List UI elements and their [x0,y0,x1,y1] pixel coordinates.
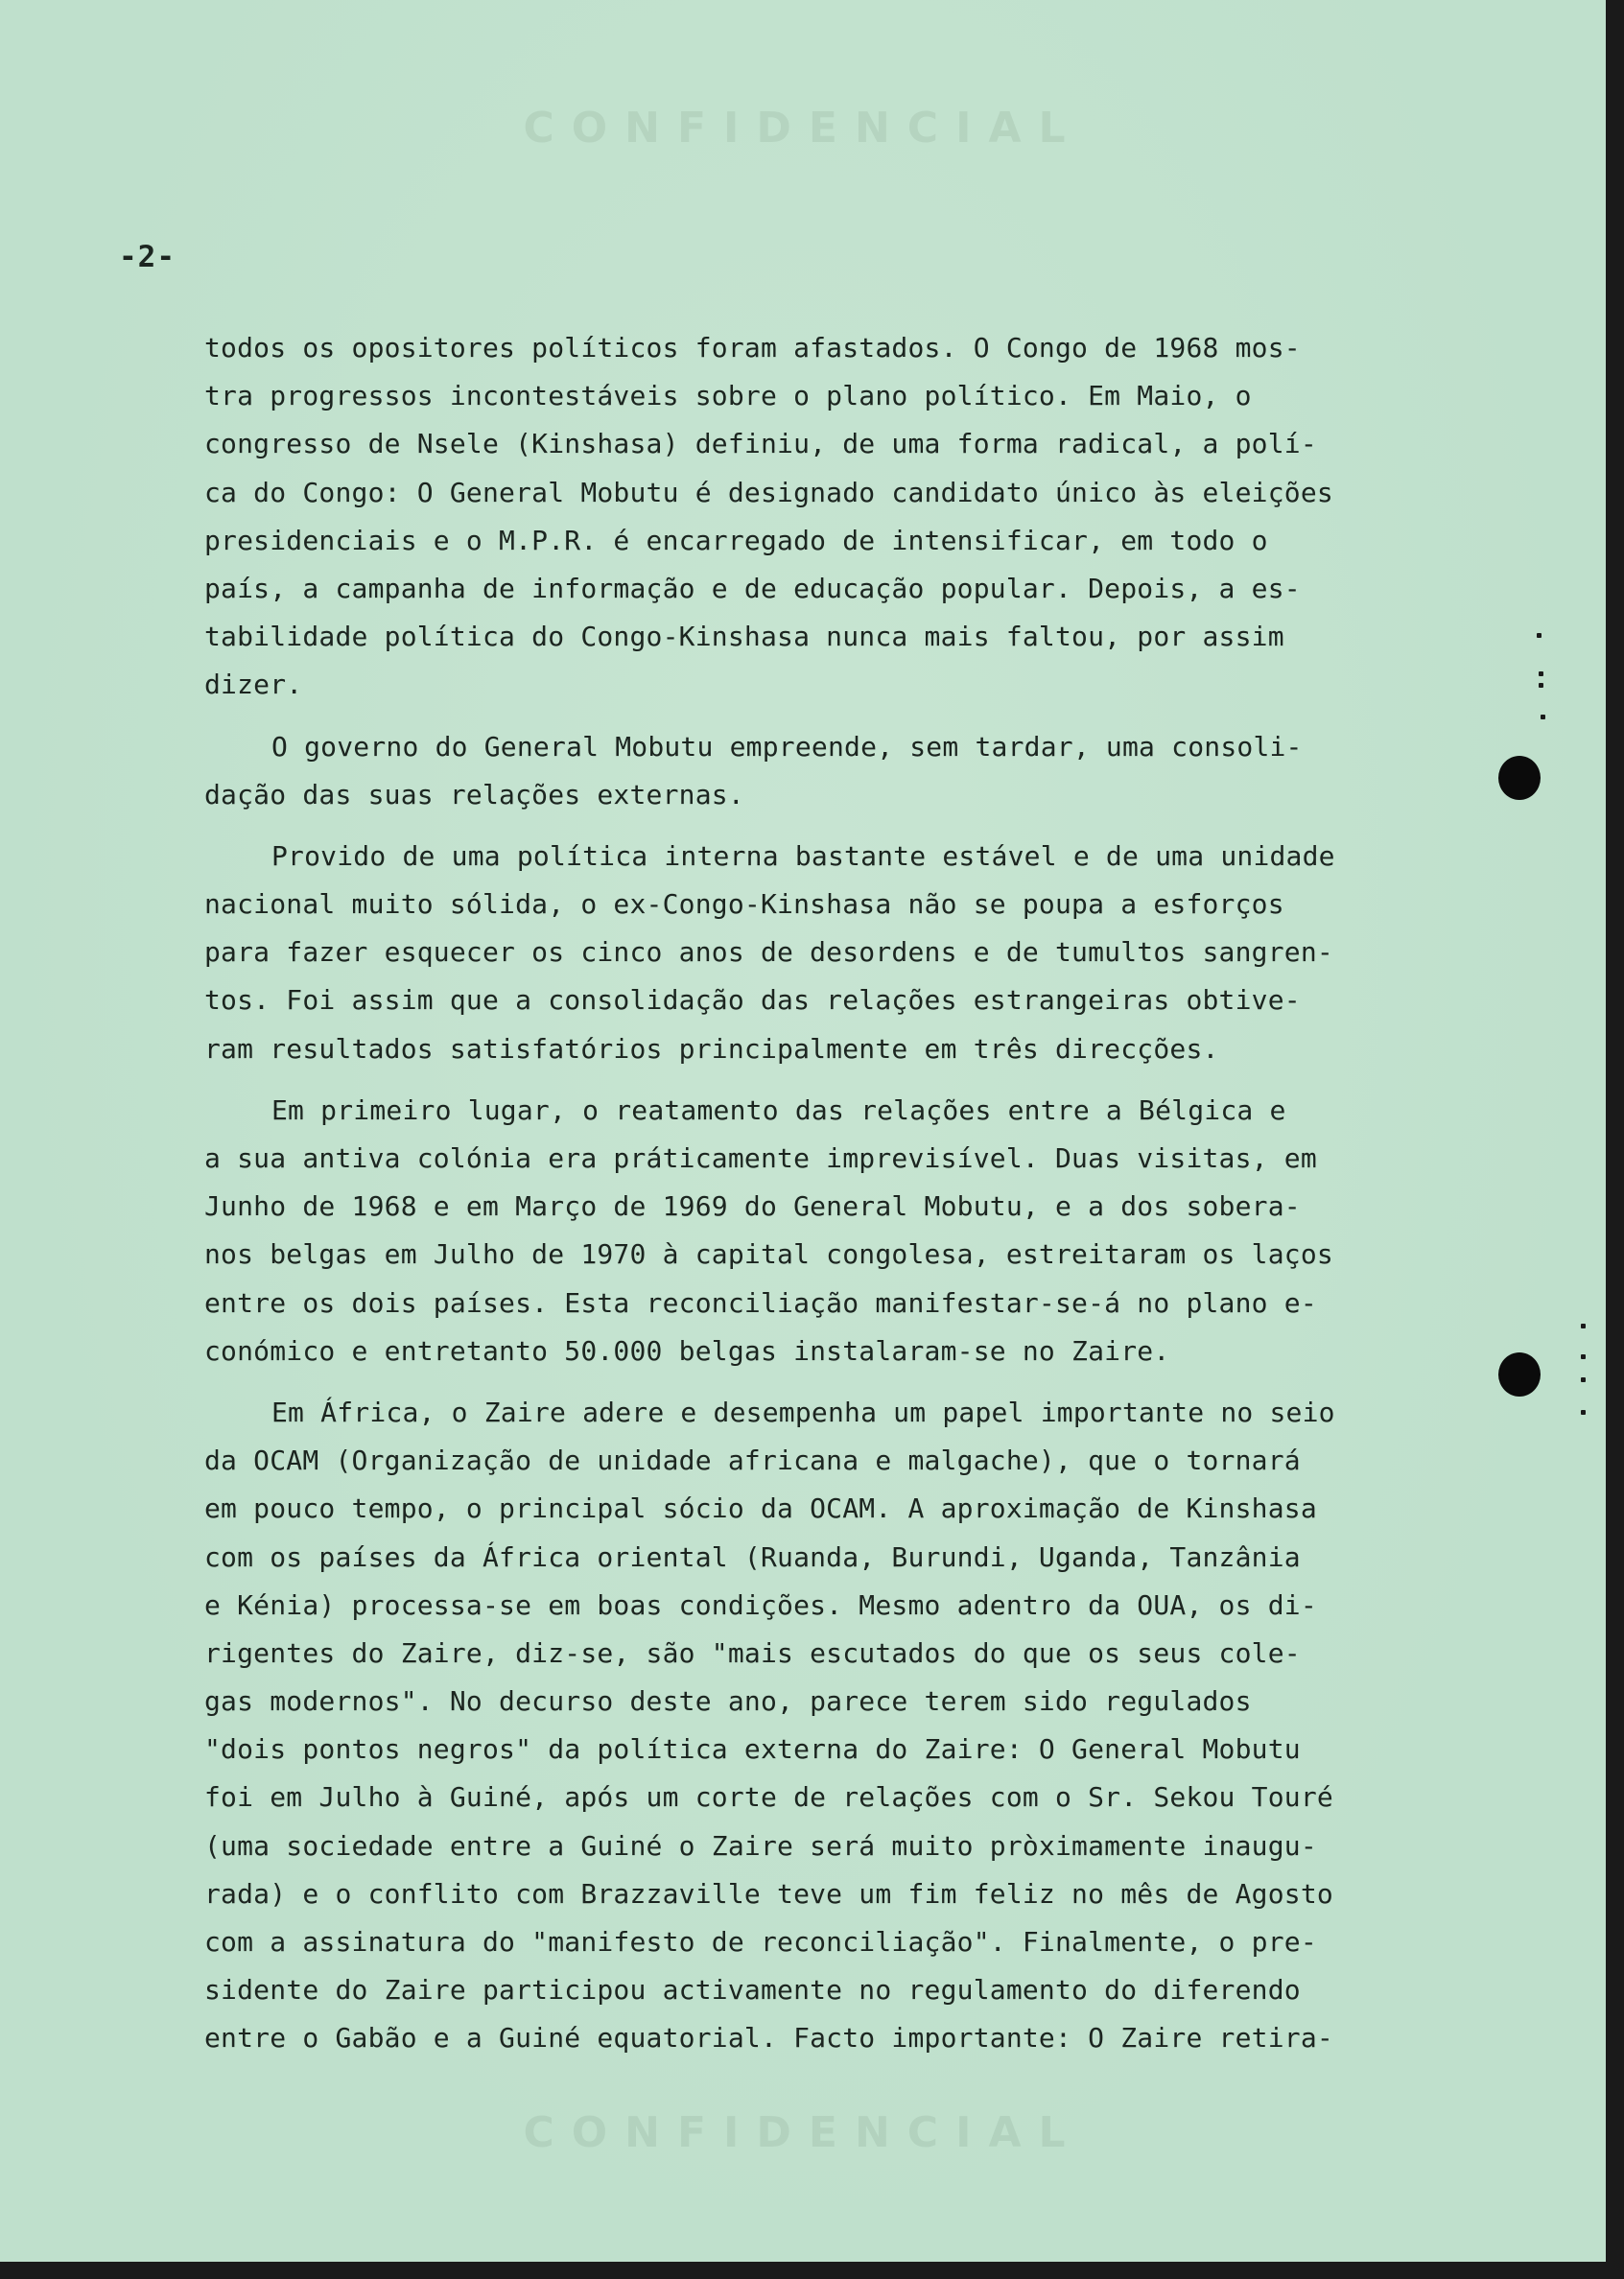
text-line: todos os opositores políticos foram afastados. O Congo de 1968 mos- [204,332,1301,364]
text-line: "dois pontos negros" da política externa do Zaire: O General Mobutu [204,1733,1301,1766]
page-number: -2- [119,240,176,274]
paragraph-5 [204,1389,1413,2063]
text-line: congresso de Nsele (Kinshasa) definiu, de uma forma radical, a polí- [204,428,1317,460]
text-line: foi em Julho à Guiné, após um corte de relações com o Sr. Sekou Touré [204,1781,1333,1814]
text-line: presidenciais e o M.P.R. é encarregado de intensificar, em todo o [204,524,1268,556]
binder-speck [1581,1324,1586,1328]
text-line: O governo do General Mobutu empreende, sem tardar, uma consoli- [271,730,1303,763]
paragraph-4 [204,1087,1413,1375]
text-line: dação das suas relações externas. [204,778,744,811]
binder-speck [1541,715,1545,719]
text-line: com os países da África oriental (Ruanda, Burundi, Uganda, Tanzânia [204,1540,1301,1573]
text-line: a sua antiva colónia era práticamente imprevisível. Duas visitas, em [204,1142,1317,1174]
document-body [204,324,1413,2077]
text-line: (uma sociedade entre a Guiné o Zaire será muito pròximamente inaugu- [204,1829,1317,1862]
paragraph-2 [204,723,1413,819]
punch-hole-upper [1498,756,1541,800]
binder-speck [1581,1410,1586,1415]
text-line: gas modernos". No decurso deste ano, parece terem sido regulados [204,1685,1252,1718]
text-line: nos belgas em Julho de 1970 à capital congolesa, estreitaram os laços [204,1238,1333,1271]
text-line: para fazer esquecer os cinco anos de desordens e de tumultos sangren- [204,936,1333,969]
scan-edge-bottom [0,2262,1624,2279]
text-line: e Kénia) processa-se em boas condições. Mesmo adentro da OUA, os di- [204,1588,1317,1621]
text-line: rada) e o conflito com Brazzaville teve um fim feliz no mês de Agosto [204,1877,1333,1910]
text-line: tra progressos incontestáveis sobre o plano político. Em Maio, o [204,380,1252,412]
paragraph-1 [204,324,1413,710]
text-line: tabilidade política do Congo-Kinshasa nunca mais faltou, por assim [204,621,1284,653]
text-line: dizer. [204,669,303,701]
text-line: da OCAM (Organização de unidade africana e malgache), que o tornará [204,1445,1301,1477]
binder-speck [1539,683,1543,688]
text-line: Provido de uma política interna bastante estável e de uma unidade [271,839,1335,872]
text-line: nacional muito sólida, o ex-Congo-Kinshasa não se poupa a esforços [204,888,1284,921]
binder-speck [1581,1354,1586,1359]
confidential-stamp-bottom: CONFIDENCIAL [523,2108,1083,2157]
paragraph-3 [204,833,1413,1073]
text-line: com a assinatura do "manifesto de reconciliação". Finalmente, o pre- [204,1926,1317,1958]
text-line: sidente do Zaire participou activamente no regulamento do diferendo [204,1974,1301,2007]
text-line: em pouco tempo, o principal sócio da OCAM. A aproximação de Kinshasa [204,1492,1317,1525]
text-line: Junho de 1968 e em Março de 1969 do General Mobutu, e a dos sobera- [204,1190,1301,1223]
binder-speck [1537,633,1542,638]
text-line: país, a campanha de informação e de educação popular. Depois, a es- [204,572,1301,604]
binder-speck [1539,671,1543,676]
text-line: ca do Congo: O General Mobutu é designado candidato único às eleições [204,476,1333,508]
confidential-stamp-top: CONFIDENCIAL [523,104,1083,153]
text-line: rigentes do Zaire, diz-se, são "mais escutados do que os seus cole- [204,1636,1301,1669]
scan-edge-right [1606,0,1624,2279]
punch-hole-lower [1498,1352,1541,1397]
text-line: Em África, o Zaire adere e desempenha um papel importante no seio [271,1396,1335,1428]
binder-speck [1581,1377,1586,1382]
text-line: tos. Foi assim que a consolidação das relações estrangeiras obtive- [204,984,1301,1017]
text-line: Em primeiro lugar, o reatamento das relações entre a Bélgica e [271,1093,1286,1126]
text-line: ram resultados satisfatórios principalmente em três direcções. [204,1032,1219,1065]
text-line: conómico e entretanto 50.000 belgas instalaram-se no Zaire. [204,1334,1170,1367]
text-line: entre os dois países. Esta reconciliação manifestar-se-á no plano e- [204,1286,1317,1319]
text-line: entre o Gabão e a Guiné equatorial. Facto importante: O Zaire retira- [204,2022,1333,2055]
